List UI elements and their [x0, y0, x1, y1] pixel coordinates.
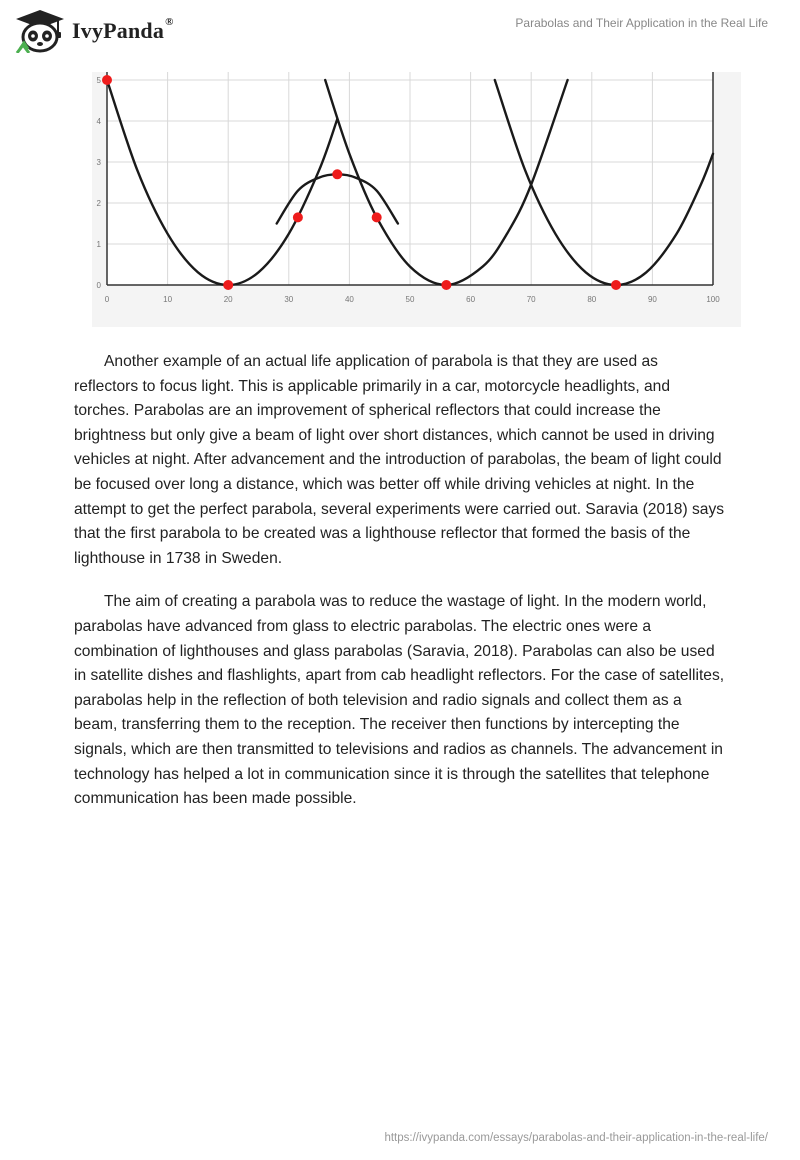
- paragraph-2: The aim of creating a parabola was to reduce the wastage of light. In the modern world, parabolas have advanced from glass to electric parabolas. The electric ones were a combination of lighthouses and glass parabolas (Saravia, 2018). Parabolas can also be used in satellite dishes and flashlights, apart from cab headlight reflectors. For the case of satellites, parabolas help in the reflection of both television and radio signals and collect them as a beam, transferring them to the reception. The receiver then functions by intercepting the signals, which are then transmitted to televisions and radios as channels. The advancement in technology has helped a lot in communication since it is through the satellites that telephone communication has been made possible.: [74, 593, 725, 808]
- source-url[interactable]: https://ivypanda.com/essays/parabolas-and-their-application-in-the-real-life/: [384, 1132, 768, 1144]
- document-title: Parabolas and Their Application in the Real Life: [515, 16, 768, 30]
- highlight-point: [223, 280, 233, 290]
- ivypanda-logo[interactable]: [14, 9, 174, 53]
- y-tick-label: 1: [96, 240, 101, 249]
- y-tick-label: 0: [96, 281, 101, 290]
- x-tick-label: 40: [344, 295, 354, 304]
- highlight-point: [441, 280, 451, 290]
- brand-name: IvyPanda®: [72, 16, 174, 43]
- x-tick-label: 90: [647, 295, 657, 304]
- parabola-figure: [92, 72, 741, 327]
- panda-graduate-icon: [14, 9, 66, 53]
- page-header: [0, 0, 800, 62]
- y-tick-label: 3: [96, 158, 101, 167]
- x-tick-label: 80: [587, 295, 597, 304]
- paragraph-1: Another example of an actual life application of parabola is that they are used as reflectors to focus light. This is applicable primarily in a car, motorcycle headlights, and torches. Parabolas are an improvement of spherical reflectors that could increase the brightness but only give a beam of light over short distances, which cannot be used in driving vehicles at night. After advancement and the introduction of parabolas, the beam of light could be focused over long a distance, which was better off while driving vehicles at night. In the attempt to get the perfect parabola, several experiments were carried out. Saravia (2018) says that the first parabola to be created was a lighthouse reflector that formed the basis of the lighthouse in 1738 in Sweden.: [74, 353, 725, 567]
- x-tick-label: 70: [526, 295, 536, 304]
- highlight-point: [293, 212, 303, 222]
- x-tick-label: 30: [284, 295, 294, 304]
- highlight-point: [332, 169, 342, 179]
- highlight-point: [372, 212, 382, 222]
- x-tick-label: 20: [223, 295, 233, 304]
- y-tick-label: 2: [96, 199, 101, 208]
- y-tick-label: 5: [96, 76, 101, 85]
- parabola-chart: [92, 72, 741, 327]
- x-tick-label: 0: [104, 295, 110, 304]
- x-tick-label: 60: [466, 295, 476, 304]
- essay-body: [74, 350, 726, 831]
- x-tick-label: 50: [405, 295, 415, 304]
- x-tick-label: 100: [706, 295, 720, 304]
- highlight-point: [102, 75, 112, 85]
- x-tick-label: 10: [163, 295, 173, 304]
- y-tick-label: 4: [96, 117, 101, 126]
- highlight-point: [611, 280, 621, 290]
